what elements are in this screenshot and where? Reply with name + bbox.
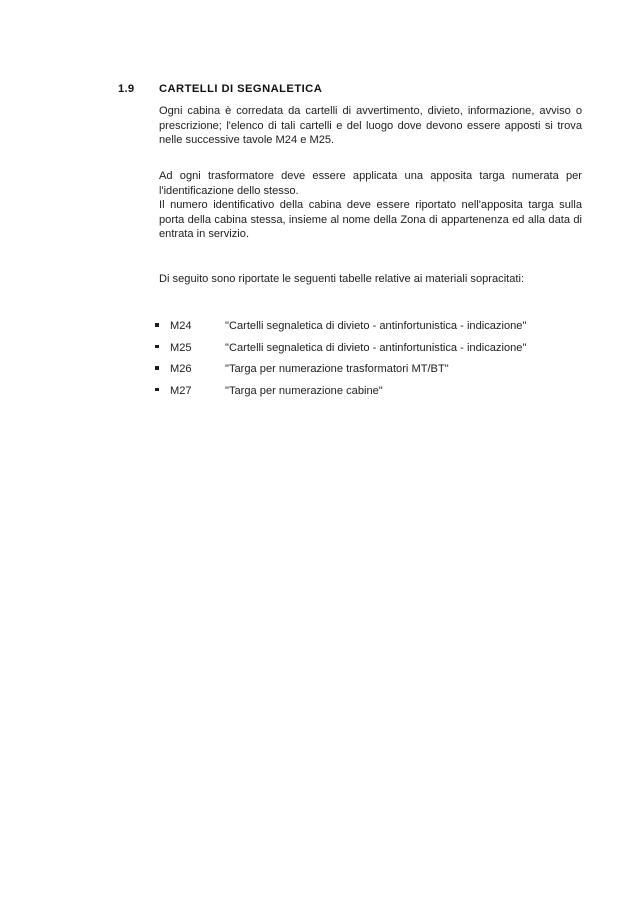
paragraph-text: Di seguito sono riportate le seguenti tabelle relative ai materiali sopracitati: (159, 273, 525, 285)
section-number: 1.9 (118, 83, 135, 95)
paragraph-text: Ogni cabina è corredata da cartelli di avvertimento, divieto, informazione, avviso o prescrizione; l'elenco di tali cartelli e del luogo dove devono essere apposti si trova nelle successive tavole M24 e M25. (159, 105, 582, 147)
reference-table-list (155, 320, 585, 406)
paragraph-table-intro (159, 272, 582, 287)
paragraph-intro (159, 104, 582, 148)
reference-code: M25 (170, 341, 192, 354)
page-title: CARTELLI DI SEGNALETICA (159, 83, 323, 95)
list-item (155, 385, 585, 407)
paragraph-cabin-id (159, 198, 582, 242)
reference-title: "Cartelli segnaletica di divieto - antinfortunistica - indicazione" (225, 341, 527, 354)
paragraph-transformer-plate (159, 169, 582, 198)
paragraph-text: Il numero identificativo della cabina deve essere riportato nell'apposita targa sulla porta della cabina stessa, insieme al nome della Zona di appartenenza ed alla data di entrata in servizio. (159, 199, 582, 241)
reference-code: M24 (170, 320, 192, 332)
section-heading (118, 83, 583, 95)
list-item (155, 342, 585, 364)
bullet-square-icon (155, 345, 159, 349)
bullet-square-icon (155, 388, 159, 392)
reference-title: "Targa per numerazione trasformatori MT/BT" (225, 363, 449, 375)
bullet-square-icon (155, 366, 159, 370)
list-item (155, 320, 585, 342)
reference-title: "Targa per numerazione cabine" (225, 384, 383, 397)
list-item (155, 363, 585, 385)
reference-code: M26 (170, 363, 192, 375)
reference-title: "Cartelli segnaletica di divieto - antinfortunistica - indicazione" (225, 320, 527, 332)
reference-code: M27 (170, 384, 192, 397)
bullet-square-icon (155, 323, 159, 327)
paragraph-text: Ad ogni trasformatore deve essere applicata una apposita targa numerata per l'identificazione dello stesso. (159, 170, 582, 197)
